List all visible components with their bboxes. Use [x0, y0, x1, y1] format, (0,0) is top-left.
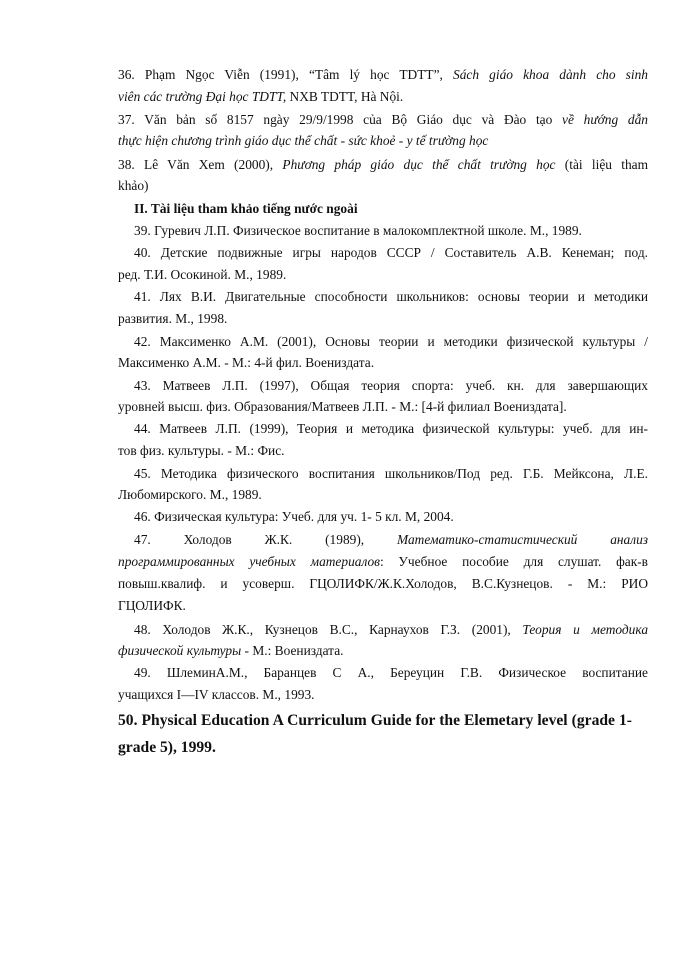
reference-47-text: 47. Холодов Ж.К. (1989),	[134, 532, 397, 547]
reference-38-note: (tài liệu tham	[555, 157, 649, 172]
reference-50-line-1: 50. Physical Education A Curriculum Guide for the Elemetary level (grade 1-	[118, 712, 632, 729]
reference-45-line-2: Любомирского. М., 1989.	[118, 487, 262, 502]
reference-36-title-cont: viên các trường Đại học TDTT,	[118, 89, 287, 104]
reference-36-text: 36. Phạm Ngọc Viễn (1991), “Tâm lý học TDTT”,	[118, 67, 453, 82]
reference-45-line-1: 45. Методика физического воспитания школьников/Под ред. Г.Б. Мейксона, Л.Е.	[134, 466, 648, 481]
reference-48-title-cont: физической культуры	[118, 643, 242, 658]
reference-37-line-2: thực hiện chương trình giáo dục thể chất - sức khoẻ - y tế trường học	[118, 133, 489, 148]
reference-48-line-1	[134, 621, 648, 639]
reference-36-line-1	[118, 66, 648, 84]
reference-39: 39. Гуревич Л.П. Физическое воспитание в малокомплектной школе. М., 1989.	[134, 223, 582, 238]
reference-44-line-2: тов физ. культуры. - М.: Фис.	[118, 443, 285, 458]
reference-47-line-1	[134, 531, 648, 549]
reference-50-line-2: grade 5), 1999.	[118, 739, 216, 756]
reference-49-line-1: 49. ШлеминА.М., Баранцев С А., Береуцин Г.В. Физическое воспитание	[134, 665, 648, 680]
reference-48-title: Теория и методика	[522, 622, 649, 637]
reference-36-line-2	[118, 88, 403, 106]
reference-36-publisher: NXB TDTT, Hà Nội.	[286, 89, 404, 104]
reference-41-line-2: развития. М., 1998.	[118, 311, 228, 326]
reference-40-line-2: ред. Т.И. Осокиной. М., 1989.	[118, 267, 287, 282]
reference-47-line-3: повыш.квалиф. и усоверш. ГЦОЛИФК/Ж.К.Холодов, В.С.Кузнецов. - М.: РИО	[118, 576, 648, 591]
reference-43-line-1: 43. Матвеев Л.П. (1997), Общая теория спорта: учеб. кн. для завершающих	[134, 378, 648, 393]
reference-41-line-1: 41. Лях В.И. Двигательные способности школьников: основы теории и методики	[134, 289, 648, 304]
reference-48-publisher: - М.: Воениздата.	[241, 643, 344, 658]
reference-47-title: Математико-статистический анализ	[397, 532, 649, 547]
reference-42-line-2: Максименко А.М. - М.: 4-й фил. Воениздата.	[118, 355, 375, 370]
reference-40-line-1: 40. Детские подвижные игры народов СССР / Составитель А.В. Кенеман; под.	[134, 245, 648, 260]
section-heading: II. Tài liệu tham khảo tiếng nước ngoài	[134, 201, 358, 216]
reference-37-title: về hướng dẫn	[562, 112, 648, 127]
reference-49-line-2: учащихся I—IV классов. М., 1993.	[118, 687, 315, 702]
reference-42-line-1: 42. Максименко А.М. (2001), Основы теории и методики физической культуры /	[134, 334, 648, 349]
reference-38-line-1	[118, 156, 648, 174]
reference-48-line-2	[118, 642, 344, 660]
reference-36-title: Sách giáo khoa dành cho sinh	[453, 67, 648, 82]
reference-48-text: 48. Холодов Ж.К., Кузнецов В.С., Карнаухов Г.З. (2001),	[134, 622, 523, 637]
reference-43-line-2: уровней высш. физ. Образования/Матвеев Л.П. - М.: [4-й филиал Воениздата].	[118, 399, 567, 414]
reference-38-text: 38. Lê Văn Xem (2000),	[118, 157, 283, 172]
reference-46: 46. Физическая культура: Учеб. для уч. 1- 5 кл. М, 2004.	[134, 509, 454, 524]
reference-47-title-cont: программированных учебных материалов	[118, 554, 380, 569]
reference-38-title: Phương pháp giáo dục thể chất trường học	[282, 157, 556, 172]
reference-37-line-1	[118, 111, 648, 129]
reference-47-line-2	[118, 553, 648, 571]
reference-44-line-1: 44. Матвеев Л.П. (1999), Теория и методика физической культуры: учеб. для ин-	[134, 421, 648, 436]
reference-47-line-4: ГЦОЛИФК.	[118, 598, 186, 613]
reference-47-desc: : Учебное пособие для слушат. фак-в	[379, 554, 648, 569]
reference-38-line-2: khảo)	[118, 178, 149, 193]
reference-37-text: 37. Văn bản số 8157 ngày 29/9/1998 của Bộ Giáo dục và Đào tạo	[118, 112, 563, 127]
